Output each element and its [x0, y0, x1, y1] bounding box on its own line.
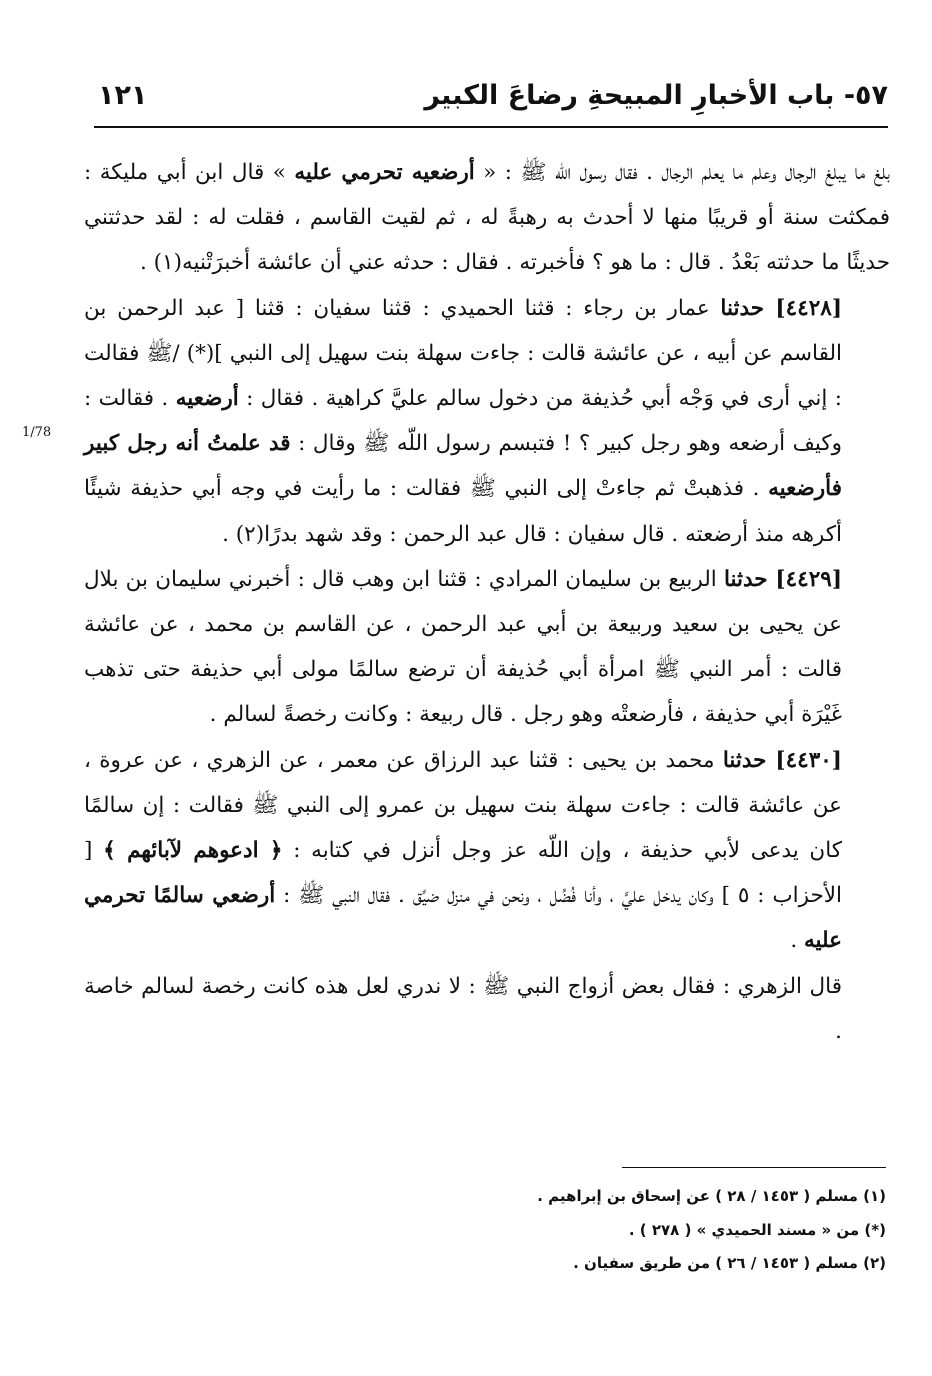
paragraph	[84, 150, 890, 286]
bold-text-segment: [٤٤٣٠] حدثنا	[722, 747, 842, 773]
text-segment: محمد بن يحيى : قثنا عبد الرزاق عن معمر ، عن الزهري ، عن عروة ، عن عائشة قالت : جاءت سهلة بنت سهيل بن عمرو إلى النبي ﷺ فقالت : إن سالمًا كان يدعى لأبي حذيفة ، وإن اللّه عز وجل أنزل في كتابه :	[84, 747, 843, 864]
margin-reference: 1/78	[22, 425, 52, 440]
paragraph	[84, 964, 890, 1054]
text-segment: [ الأحزاب : ٥ ] وكان يدخل عليَّ ، وأنا فُضُل ، ونحن في منزل ضيِّق . فقال النبي ﷺ :	[84, 838, 843, 909]
text-segment: . فذهبتْ ثم جاءتْ إلى النبي ﷺ فقالت : ما رأيت في وجه أبي حذيفة شيئًا أكرهه منذ أرضعته . قال سفيان : قال عبد الرحمن : وقد شهد بدرًا(٢) .	[84, 476, 842, 547]
paragraph	[84, 738, 890, 964]
text-segment: » قال ابن أبي مليكة : فمكثت سنة أو قريبًا منها لا أحدث به رهبةً له ، ثم لقيت القاسم ، فقلت له : لقد حدثتني حديثًا ما حدثته بَعْدُ . قال : ما هو ؟ فأخبرته . فقال : حدثه عني أن عائشة أخبرَتْنيه(١) .	[84, 160, 890, 276]
footnote-rule	[622, 1167, 886, 1168]
bold-text-segment: قد علمتُ أنه رجل كبير فأرضعيه	[84, 431, 842, 502]
footnote-star: (*) من « مسند الحميدي » ( ٢٧٨ ) .	[628, 1220, 886, 1239]
page-number: ١٢١	[98, 80, 148, 111]
chapter-title: ٥٧- باب الأخبارِ المبيحةِ رضاعَ الكبير	[424, 80, 888, 111]
text-segment: عمار بن رجاء : قثنا الحميدي : قثنا سفيان : قثنا [ عبد الرحمن بن القاسم عن أبيه ، عن عائشة قالت : جاءت سهلة بنت سهيل إلى النبي ](*) /ﷺ فقالت : إني أرى في وَجْه أبي حُذيفة من دخول سالم عليَّ كراهية . فقال :	[84, 295, 842, 412]
footnote-1: (١) مسلم ( ١٤٥٣ / ٢٨ ) عن إسحاق بن إبراهيم .	[537, 1187, 886, 1205]
paragraph	[84, 286, 890, 557]
footnote-2: (٢) مسلم ( ١٤٥٣ / ٢٦ ) من طريق سفيان .	[573, 1254, 886, 1272]
text-segment: . فقالت : وكيف أرضعه وهو رجل كبير ؟ ! فتبسم رسول اللّه ﷺ وقال :	[84, 386, 842, 457]
bold-text-segment: أرضعي سالمًا تحرمي عليه	[84, 883, 842, 954]
paragraph	[84, 557, 890, 738]
bold-text-segment: [٤٤٢٩] حدثنا	[723, 566, 842, 592]
bold-text-segment: [٤٤٢٨] حدثنا	[720, 295, 842, 321]
main-text	[84, 150, 890, 1054]
page-header	[94, 78, 888, 124]
bold-text-segment: أرضعيه	[175, 386, 239, 412]
footnotes	[84, 1180, 886, 1281]
bold-text-segment: ﴿ ادعوهم لآبائهم ﴾	[103, 838, 283, 864]
bold-text-segment: أرضعيه تحرمي عليه	[294, 160, 475, 185]
text-segment: قال الزهري : فقال بعض أزواج النبي ﷺ : لا ندري لعل هذه كانت رخصة لسالم خاصة .	[84, 973, 842, 1044]
text-segment: الربيع بن سليمان المرادي : قثنا ابن وهب قال : أخبرني سليمان بن بلال عن يحيى بن سعيد وربيعة بن أبي عبد الرحمن ، عن القاسم بن محمد ، عن عائشة قالت : أمر النبي ﷺ امرأة أبي حُذيفة أن ترضع سالمًا مولى أبي حذيفة حتى تذهب غَيْرَة أبي حذيفة ، فأرضعتْه وهو رجل . قال ربيعة : وكانت رخصةً لسالم .	[84, 566, 842, 728]
text-segment: .	[790, 928, 805, 954]
header-rule	[94, 126, 888, 128]
text-segment: بلغ ما يبلغ الرجال وعلم ما يعلم الرجال . فقال رسول اللّه ﷺ : «	[474, 160, 891, 185]
